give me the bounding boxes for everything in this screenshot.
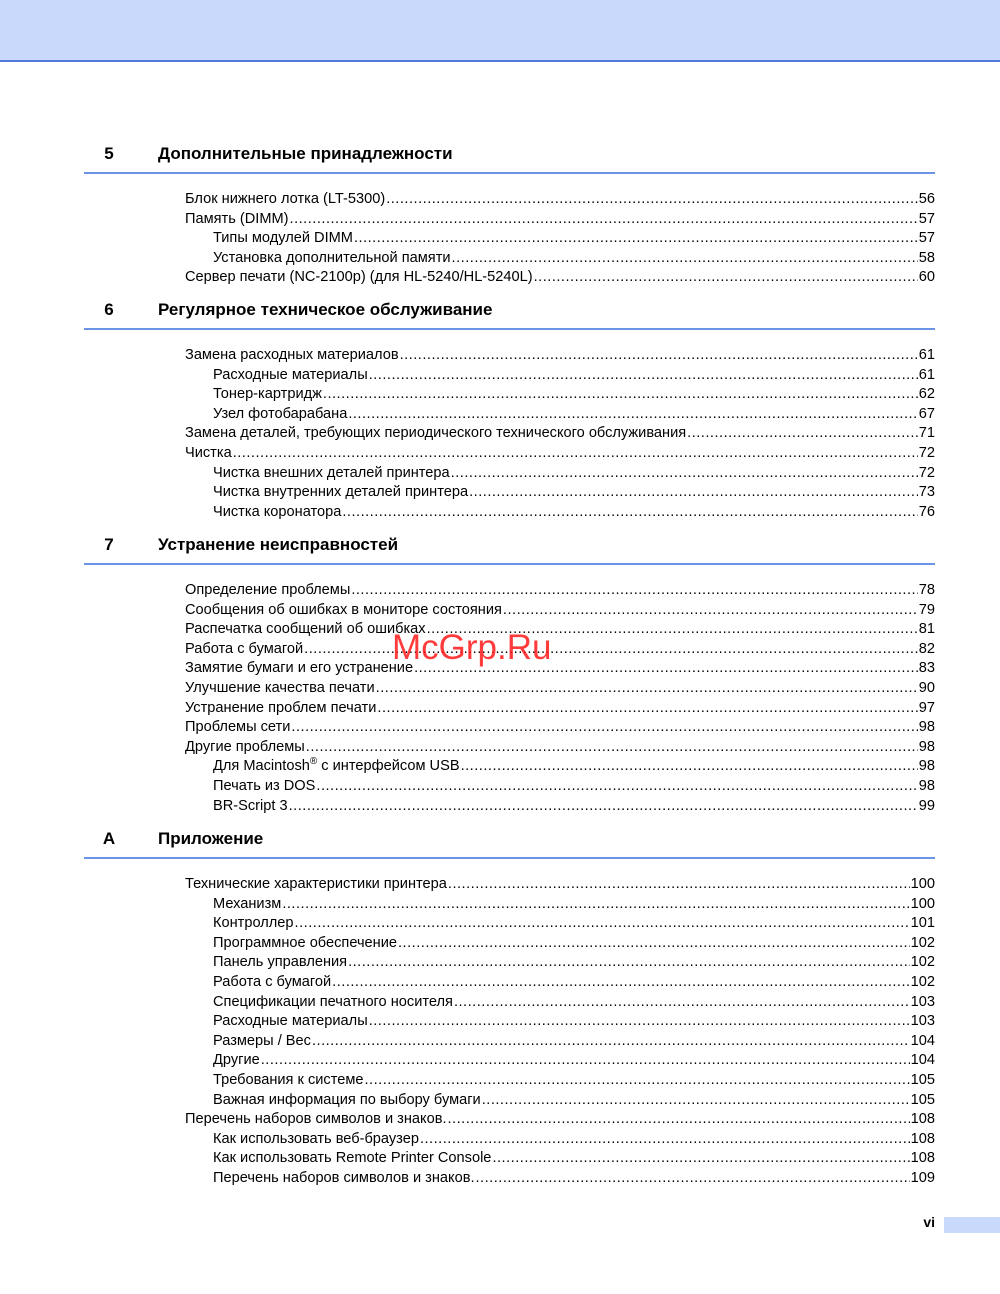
toc-entry-text: Проблемы сети	[185, 719, 291, 736]
toc-entry-text: Сервер печати (NC-2100p) (для HL-5240/HL-5240L)	[185, 269, 533, 286]
toc-entry[interactable]	[84, 1051, 935, 1071]
toc-entry-text: Замятие бумаги и его устранение	[185, 660, 414, 677]
page-number: vi	[923, 1214, 935, 1230]
toc-entry-text: Типы модулей DIMM	[213, 230, 353, 247]
dot-leader	[454, 993, 910, 1013]
toc-page-number: 76	[918, 503, 935, 520]
toc-page-number: 72	[918, 464, 935, 481]
chapter-title: Приложение	[158, 829, 264, 848]
toc-entry-title	[185, 601, 502, 621]
chapter-title: Дополнительные принадлежности	[158, 144, 453, 163]
toc-entry-title	[185, 424, 686, 444]
toc-entry[interactable]	[84, 1149, 935, 1169]
toc-page-number: 72	[918, 444, 935, 461]
toc-entry[interactable]	[84, 1169, 935, 1189]
chapter-number: 6	[104, 300, 114, 319]
toc-entry[interactable]	[84, 777, 935, 797]
chapter-number: 7	[104, 535, 114, 554]
toc-entry[interactable]	[84, 1091, 935, 1111]
toc-entry-title	[185, 875, 447, 895]
toc-entry-text: Механизм	[213, 895, 282, 912]
toc-entry-text: Определение проблемы	[185, 582, 351, 598]
dot-leader	[316, 777, 917, 797]
dot-leader	[482, 1091, 910, 1111]
toc-entry-title	[213, 1091, 481, 1111]
toc-entry-title	[213, 366, 368, 386]
dot-leader	[448, 875, 910, 895]
toc-entry-text: Замена деталей, требующих периодического технического обслуживания	[185, 425, 687, 442]
toc-page-number: 97	[918, 699, 935, 716]
toc-entry[interactable]	[84, 757, 935, 777]
toc-entry-text: Чистка коронатора	[213, 503, 342, 520]
toc-entry[interactable]	[84, 953, 935, 973]
dot-leader	[369, 1012, 910, 1032]
chapter-title: Устранение неисправностей	[158, 535, 399, 554]
toc-entry-title	[185, 679, 375, 699]
toc-entry-title	[213, 249, 451, 269]
toc-entry-text: Как использовать веб-браузер	[213, 1130, 419, 1147]
dot-leader	[312, 1032, 910, 1052]
dot-leader	[476, 1169, 910, 1189]
toc-entry[interactable]	[84, 1110, 935, 1130]
toc-entry-text: Чистка	[185, 444, 232, 461]
chapter-5	[84, 140, 935, 288]
toc-page-number: 102	[910, 973, 935, 990]
toc-entry-title	[185, 444, 232, 464]
toc-page-number: 109	[910, 1169, 935, 1186]
toc-entry-text: Печать из DOS	[213, 777, 316, 794]
dot-leader	[289, 797, 918, 817]
toc-entry[interactable]	[84, 797, 935, 817]
toc-entry-list	[84, 875, 935, 1189]
toc-page-number: 98	[918, 777, 935, 794]
toc-entry-text: Перечень наборов символов и знаков.	[213, 1169, 475, 1186]
dot-leader	[451, 464, 918, 484]
dot-leader	[534, 268, 918, 288]
toc-entry[interactable]	[84, 973, 935, 993]
toc-entry-title	[213, 1032, 311, 1052]
toc-page-number: 56	[918, 191, 935, 207]
toc-page-number: 98	[918, 738, 935, 755]
toc-entry-title	[213, 1169, 475, 1189]
chapter-number: 5	[104, 144, 114, 163]
toc-entry-title	[185, 718, 290, 738]
toc-entry[interactable]	[84, 424, 935, 444]
toc-entry-text: Установка дополнительной памяти	[213, 249, 451, 266]
toc-entry-text: Работа с бумагой	[213, 973, 332, 990]
toc-entry-title	[185, 1110, 447, 1130]
chapter-a	[84, 825, 935, 1189]
toc-entry-title	[185, 659, 413, 679]
toc-entry-title	[213, 483, 468, 503]
toc-entry[interactable]	[84, 346, 935, 366]
toc-page-number: 102	[910, 954, 935, 971]
toc-page-number: 67	[918, 405, 935, 422]
toc-entry-title	[213, 1051, 260, 1071]
toc-entry-text: Чистка внешних деталей принтера	[213, 464, 450, 481]
toc-entry-text: Как использовать Remote Printer Console	[213, 1150, 492, 1167]
toc-entry-text: Расходные материалы	[213, 1013, 368, 1030]
toc-entry-text: Распечатка сообщений об ошибках	[185, 621, 426, 638]
dot-leader	[354, 229, 918, 249]
toc-entry-title	[213, 934, 397, 954]
toc-entry-text: Улучшение качества печати	[185, 679, 375, 696]
toc-entry[interactable]	[84, 444, 935, 464]
toc-entry[interactable]	[84, 190, 935, 210]
dot-leader	[261, 1051, 910, 1071]
toc-page-number: 108	[910, 1111, 935, 1128]
toc-entry[interactable]	[84, 738, 935, 758]
toc-entry[interactable]	[84, 581, 935, 601]
toc-entry[interactable]	[84, 464, 935, 484]
dot-leader	[364, 1071, 909, 1091]
toc-page-number: 105	[910, 1091, 935, 1108]
toc-page-number: 62	[918, 386, 935, 403]
toc-entry-title	[213, 229, 353, 249]
toc-entry-title	[185, 268, 533, 288]
dot-leader	[452, 249, 918, 269]
toc-page-number: 98	[918, 758, 935, 775]
toc-entry-text: Спецификации печатного носителя	[213, 993, 453, 1010]
toc-entry-list	[84, 190, 935, 288]
toc-entry-text: Устранение проблем печати	[185, 699, 377, 716]
toc-entry-title	[213, 1012, 368, 1032]
dot-leader	[342, 503, 917, 523]
toc-page-number: 79	[918, 601, 935, 618]
toc-entry-title	[213, 777, 315, 797]
chapter-heading	[84, 531, 935, 565]
toc-entry-text: Для Macintosh	[213, 758, 310, 775]
dot-leader	[687, 424, 918, 444]
toc-entry-text: Панель управления	[213, 954, 348, 971]
toc-entry[interactable]	[84, 934, 935, 954]
toc-entry-title	[213, 757, 460, 777]
dot-leader	[420, 1130, 910, 1150]
toc-entry-title	[213, 953, 347, 973]
toc-entry[interactable]	[84, 268, 935, 288]
dot-leader	[377, 699, 917, 719]
toc-entry-title	[213, 1130, 419, 1150]
toc-entry-text: Перечень наборов символов и знаков.	[185, 1111, 447, 1128]
toc-entry[interactable]	[84, 366, 935, 386]
toc-entry-text: Технические характеристики принтера	[185, 876, 447, 892]
toc-entry-text: Другие	[213, 1052, 260, 1069]
toc-page-number: 103	[910, 993, 935, 1010]
toc-entry[interactable]	[84, 993, 935, 1013]
toc-page-number: 61	[918, 366, 935, 383]
toc-entry[interactable]	[84, 601, 935, 621]
toc-entry-list	[84, 581, 935, 816]
dot-leader	[291, 718, 917, 738]
toc-entry-text-suffix: с интерфейсом USB	[317, 758, 460, 775]
dot-leader	[282, 895, 909, 915]
toc-entry[interactable]	[84, 229, 935, 249]
dot-leader	[400, 346, 918, 366]
toc-page-number: 105	[910, 1071, 935, 1088]
toc-page-number: 108	[910, 1130, 935, 1147]
toc-page-number: 98	[918, 719, 935, 736]
dot-leader	[376, 679, 918, 699]
watermark: McGrp.Ru	[392, 628, 552, 667]
dot-leader	[461, 757, 918, 777]
toc-entry-text: Тонер-картридж	[213, 386, 322, 403]
toc-entry-text: Требования к системе	[213, 1071, 364, 1088]
footer-tab	[944, 1217, 1000, 1233]
toc-entry-title	[185, 620, 426, 640]
toc-entry-title	[213, 914, 294, 934]
toc-page-number: 90	[918, 679, 935, 696]
toc-entry-text: Важная информация по выбору бумаги	[213, 1091, 481, 1108]
dot-leader	[348, 405, 917, 425]
dot-leader	[332, 973, 909, 993]
chapter-heading	[84, 825, 935, 859]
toc-page-number: 108	[910, 1150, 935, 1167]
toc-page-number: 83	[918, 660, 935, 677]
toc-page-number: 99	[918, 797, 935, 814]
toc-page-number: 58	[918, 249, 935, 266]
toc-page-number: 57	[918, 210, 935, 227]
dot-leader	[306, 738, 918, 758]
toc-entry[interactable]	[84, 1032, 935, 1052]
toc-entry[interactable]	[84, 679, 935, 699]
toc-page-number: 60	[918, 269, 935, 286]
toc-entry-title	[213, 973, 331, 993]
dot-leader	[351, 581, 917, 601]
toc-entry[interactable]	[84, 210, 935, 230]
toc-entry-title	[185, 210, 289, 230]
toc-page-number: 73	[918, 484, 935, 501]
dot-leader	[369, 366, 918, 386]
toc-entry-title	[185, 738, 305, 758]
toc-entry-title	[185, 346, 399, 366]
toc-entry-title	[213, 385, 322, 405]
chapter-heading	[84, 296, 935, 330]
toc-entry-text: Работа с бумагой	[185, 640, 304, 657]
toc-entry[interactable]	[84, 249, 935, 269]
chapter-7	[84, 531, 935, 816]
toc-page-number: 100	[910, 876, 935, 892]
toc-entry-title	[213, 1149, 491, 1169]
toc-entry-text: Замена расходных материалов	[185, 347, 399, 363]
toc-entry-text: Память (DIMM)	[185, 210, 289, 227]
toc-entry-text: Размеры / Вес	[213, 1032, 311, 1049]
toc-entry[interactable]	[84, 1130, 935, 1150]
toc-entry[interactable]	[84, 895, 935, 915]
toc-entry-text: Чистка внутренних деталей принтера	[213, 484, 469, 501]
toc-entry-title	[213, 464, 450, 484]
toc-entry-text: Сообщения об ошибках в мониторе состояния	[185, 601, 502, 618]
toc-entry-text: Расходные материалы	[213, 366, 368, 383]
toc-page-number: 104	[910, 1032, 935, 1049]
toc-entry[interactable]	[84, 699, 935, 719]
chapter-number: A	[102, 829, 116, 848]
dot-leader	[290, 210, 918, 230]
dot-leader	[503, 601, 918, 621]
dot-leader	[323, 385, 918, 405]
dot-leader	[386, 190, 918, 210]
toc-page-number: 100	[910, 895, 935, 912]
dot-leader	[492, 1149, 909, 1169]
toc-entry[interactable]	[84, 405, 935, 425]
toc-entry-title	[213, 405, 347, 425]
toc-entry-text: Программное обеспечение	[213, 934, 397, 951]
dot-leader	[448, 1110, 910, 1130]
toc-entry-text: Контроллер	[213, 915, 294, 932]
toc-page-number: 71	[918, 425, 935, 442]
toc-entry-title	[213, 797, 288, 817]
dot-leader	[469, 483, 918, 503]
dot-leader	[398, 934, 910, 954]
toc-entry[interactable]	[84, 1071, 935, 1091]
toc-entry[interactable]	[84, 914, 935, 934]
toc-entry[interactable]	[84, 718, 935, 738]
dot-leader	[295, 914, 910, 934]
toc-entry-title	[213, 895, 281, 915]
dot-leader	[348, 953, 910, 973]
toc-entry-title	[185, 699, 376, 719]
toc-entry-title	[185, 190, 385, 210]
toc-entry[interactable]	[84, 1012, 935, 1032]
toc-entry-text: Узел фотобарабана	[213, 405, 348, 422]
toc-entry-text: Другие проблемы	[185, 738, 305, 755]
toc-entry-text: Блок нижнего лотка (LT-5300)	[185, 191, 386, 207]
toc-entry-title	[213, 993, 453, 1013]
toc-page-number: 57	[918, 230, 935, 247]
chapter-heading	[84, 140, 935, 174]
registered-mark: ®	[309, 756, 318, 768]
toc-page-number: 61	[918, 347, 935, 363]
header-band	[0, 0, 1000, 62]
toc-entry-text: BR-Script 3	[213, 797, 288, 814]
toc-entry-title	[213, 503, 341, 523]
toc-page-number: 103	[910, 1013, 935, 1030]
toc-page-number: 102	[910, 934, 935, 951]
toc-entry[interactable]	[84, 875, 935, 895]
toc-entry-title	[185, 581, 350, 601]
toc-entry-list	[84, 346, 935, 522]
toc-page-number: 82	[918, 640, 935, 657]
toc-entry[interactable]	[84, 385, 935, 405]
chapter-6	[84, 296, 935, 522]
toc-page-number: 101	[910, 915, 935, 932]
toc-entry[interactable]	[84, 483, 935, 503]
toc-entry-title	[185, 640, 303, 660]
toc-entry-title	[213, 1071, 363, 1091]
dot-leader	[233, 444, 918, 464]
toc-entry[interactable]	[84, 503, 935, 523]
chapter-title: Регулярное техническое обслуживание	[158, 300, 493, 319]
toc-page-number: 104	[910, 1052, 935, 1069]
toc-page-number: 81	[918, 621, 935, 638]
toc-page-number: 78	[918, 582, 935, 598]
